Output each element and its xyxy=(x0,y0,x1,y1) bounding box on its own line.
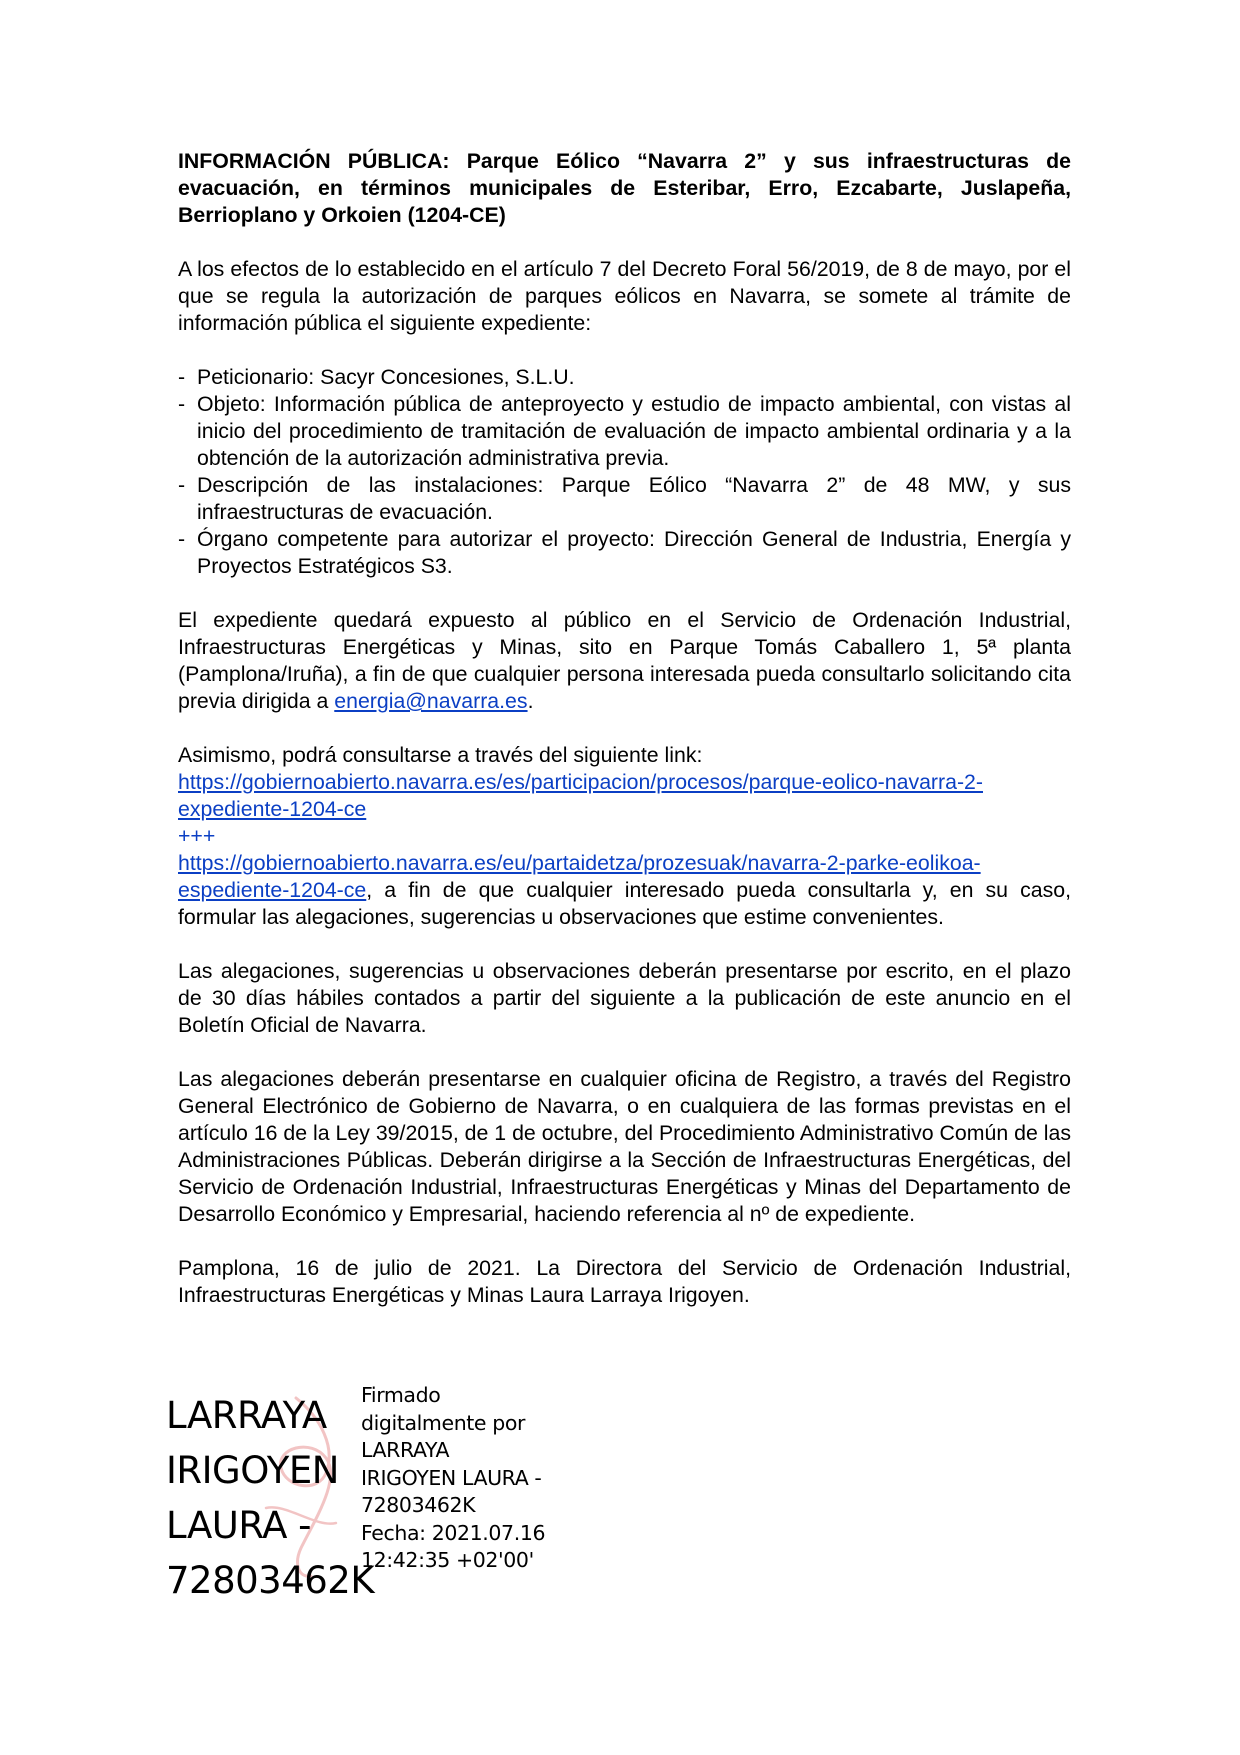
list-item xyxy=(178,526,1071,580)
signature-detail-line: LARRAYA xyxy=(361,1438,450,1462)
signature-detail-line: Fecha: 2021.07.16 xyxy=(361,1520,546,1545)
exhibition-paragraph xyxy=(178,607,1071,715)
signature-detail-line: 12:42:35 +02'00' xyxy=(361,1548,534,1572)
email-link[interactable]: energia@navarra.es xyxy=(334,689,528,713)
signature-detail-line: 72803462K xyxy=(361,1493,476,1517)
signature-detail-line: digitalmente por xyxy=(361,1410,526,1435)
link-es[interactable] xyxy=(178,770,983,821)
links-after-text: , a fin de que cualquier interesado pueda consultarla y, en su caso, formular las alegaciones, sugerencias u observaciones que estime convenientes. xyxy=(178,878,1071,929)
digital-signature xyxy=(166,1383,586,1602)
exhibition-end: . xyxy=(527,689,534,713)
deadline-paragraph: Las alegaciones, sugerencias u observaciones deberán presentarse por escrito, en el plazo de 30 días hábiles contados a partir del siguiente a la publicación de este anuncio en el Boletín Oficial de Navarra. xyxy=(178,959,1071,1037)
item-object: Objeto: Información pública de anteproyecto y estudio de impacto ambiental, con vistas al inicio del procedimiento de tramitación de evaluación de impacto ambiental ordinaria y a la obtención de la autorización administrativa previa. xyxy=(197,392,1071,470)
list-item xyxy=(178,472,1071,526)
item-description: Descripción de las instalaciones: Parque Eólico “Navarra 2” de 48 MW, y sus infraestructuras de evacuación. xyxy=(197,473,1071,524)
signer-name-line: LARRAYA xyxy=(166,1394,327,1437)
notice-document xyxy=(178,148,1071,1309)
notice-title: INFORMACIÓN PÚBLICA: Parque Eólico “Navarra 2” y sus infraestructuras de evacuación, en términos municipales de Esteribar, Erro, Ezcabarte, Juslapeña, Berrioplano y Orkoien (1204-CE) xyxy=(178,149,1071,227)
list-marker: - xyxy=(178,473,186,497)
link-es-paragraph xyxy=(178,769,1071,823)
link-eu-line2: espediente-1204-ce xyxy=(178,878,367,902)
signer-name-line: 72803462K xyxy=(166,1559,375,1602)
exhibition-text: El expediente quedará expuesto al público en el Servicio de Ordenación Industrial, Infraestructuras Energéticas y Minas, sito en Parque Tomás Caballero 1, 5ª planta (Pamplona/Iruña), a fin de que cualquier persona interesada pueda consultarlo solicitando cita previa dirigida a xyxy=(178,608,1071,713)
list-marker: - xyxy=(178,527,186,551)
link-separator: +++ xyxy=(178,824,216,848)
link-es-line1: https://gobiernoabierto.navarra.es/es/participacion/procesos/parque-eolico-navarra-2- xyxy=(178,770,983,794)
intro-paragraph: A los efectos de lo establecido en el artículo 7 del Decreto Foral 56/2019, de 8 de mayo, por el que se regula la autorización de parques eólicos en Navarra, se somete al trámite de información pública el siguiente expediente: xyxy=(178,257,1071,335)
signature-detail-line: IRIGOYEN LAURA - xyxy=(361,1465,542,1490)
links-intro: Asimismo, podrá consultarse a través del siguiente link: xyxy=(178,743,703,767)
link-es-line2: expediente-1204-ce xyxy=(178,797,367,821)
signature-details xyxy=(361,1382,545,1575)
item-applicant: Peticionario: Sacyr Concesiones, S.L.U. xyxy=(197,365,575,389)
signature-detail-line: Firmado xyxy=(361,1383,441,1407)
link-eu-paragraph xyxy=(178,850,1071,931)
link-eu-line1: https://gobiernoabierto.navarra.es/eu/partaidetza/prozesuak/navarra-2-parke-eolikoa- xyxy=(178,851,981,875)
list-marker: - xyxy=(178,365,186,389)
closing-paragraph: Pamplona, 16 de julio de 2021. La Directora del Servicio de Ordenación Industrial, Infraestructuras Energéticas y Minas Laura Larraya Irigoyen. xyxy=(178,1256,1071,1307)
list-item xyxy=(178,364,1071,391)
item-authority: Órgano competente para autorizar el proyecto: Dirección General de Industria, Energía y Proyectos Estratégicos S3. xyxy=(197,527,1071,578)
list-marker: - xyxy=(178,392,186,416)
submission-paragraph: Las alegaciones deberán presentarse en cualquier oficina de Registro, a través del Registro General Electrónico de Gobierno de Navarra, o en cualquiera de las formas previstas en el artículo 16 de la Ley 39/2015, de 1 de octubre, del Procedimiento Administrativo Común de las Administraciones Públicas. Deberán dirigirse a la Sección de Infraestructuras Energéticas, del Servicio de Ordenación Industrial, Infraestructuras Energéticas y Minas del Departamento de Desarrollo Económico y Empresarial, haciendo referencia al nº de expediente. xyxy=(178,1067,1071,1226)
signer-name-line: IRIGOYEN xyxy=(166,1449,339,1492)
signer-name xyxy=(166,1388,374,1608)
dossier-items xyxy=(178,364,1071,580)
signer-name-line: LAURA - xyxy=(166,1504,311,1547)
list-item xyxy=(178,391,1071,472)
